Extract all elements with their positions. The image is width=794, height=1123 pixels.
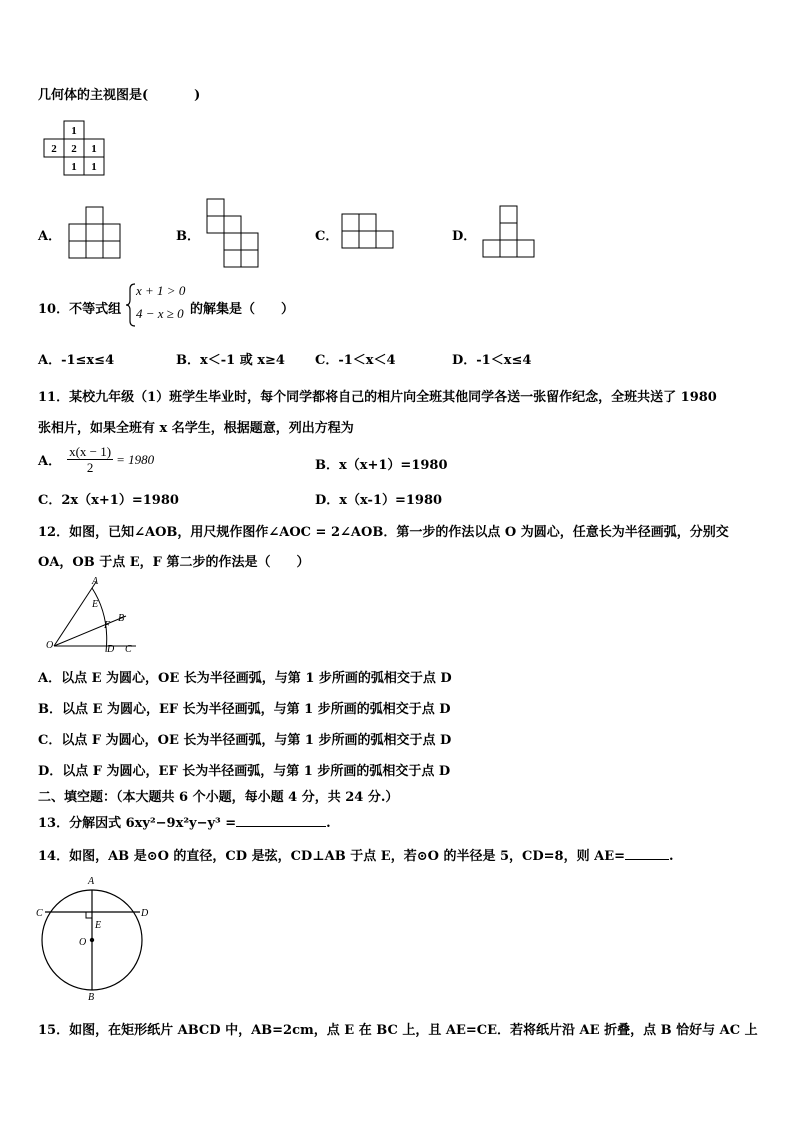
q12-option-c: C．以点 F 为圆心，OE 长为半径画弧，与第 1 步所画的弧相交于点 D	[38, 733, 452, 748]
q9-option-c-figure	[342, 214, 394, 250]
q14: 14．如图，AB 是⊙O 的直径，CD 是弦，CD⊥AB 于点 E，若⊙O 的半径是 5，CD=8，则 AE= .	[38, 849, 674, 864]
q10-number: 10．不等式组	[38, 302, 122, 317]
q10-system-line-1: x + 1 > 0	[136, 283, 186, 298]
q12-line-1: 12．如图，已知∠AOB，用尺规作图作∠AOC = 2∠AOB．第一步的作法以点 O 为圆心，任意长为半径画弧，分别交	[38, 525, 729, 540]
fig-label-o: O	[46, 640, 54, 651]
q9-option-a-figure	[69, 206, 121, 258]
q11-option-d: D．x（x-1）=1980	[315, 493, 443, 508]
fig-label-b: B	[118, 613, 125, 624]
q11-option-a-fraction: $\frac{x(x - 1)}{2}$	[69, 444, 112, 475]
fig14-label-b: B	[88, 992, 95, 1003]
fig14-label-o: O	[79, 937, 87, 948]
q10-question-end: 的解集是（ ）	[190, 302, 295, 317]
q11-option-b: B．x（x+1）=1980	[315, 458, 448, 473]
q9-option-b-label: B．	[176, 229, 200, 244]
q10-option-b: B．x＜-1 或 x≥4	[176, 353, 285, 368]
fig-label-c: C	[125, 644, 132, 655]
q9-option-b-figure	[207, 199, 259, 267]
fig-label-a: A	[92, 576, 99, 587]
fig14-label-e: E	[95, 920, 102, 931]
section-2-heading: 二、填空题：（本大题共 6 个小题，每小题 4 分，共 24 分.）	[38, 790, 399, 805]
q10-option-d: D．-1＜x≤4	[452, 353, 532, 368]
q9-stem: 几何体的主视图是( )	[38, 88, 201, 103]
grid-mid-2: 2	[71, 143, 77, 155]
q11-line-1: 11．某校九年级（1）班学生毕业时，每个同学都将自己的相片向全班其他同学各送一张留作纪念，全班共送了 1980	[38, 390, 717, 405]
q9-number-grid	[44, 121, 108, 177]
grid-mid-3: 1	[91, 143, 97, 155]
fig-label-e: E	[92, 599, 99, 610]
fig14-label-d: D	[141, 908, 149, 919]
fig14-label-c: C	[36, 908, 43, 919]
q11-option-a: A． $\frac{x(x - 1)}{2}$ = 1980	[38, 444, 155, 475]
grid-bot-1: 1	[71, 161, 77, 173]
q14-circle-figure	[30, 872, 160, 1006]
q12-option-a: A．以点 E 为圆心，OE 长为半径画弧，与第 1 步所画的弧相交于点 D	[38, 671, 452, 686]
q14-answer-blank	[625, 859, 669, 860]
q10-system-line-2: 4 − x ≥ 0	[136, 306, 184, 321]
q11-line-2: 张相片，如果全班有 x 名学生，根据题意，列出方程为	[38, 421, 354, 436]
q12-line-2: OA，OB 于点 E，F 第二步的作法是（ ）	[38, 555, 310, 570]
q9-option-d-figure	[483, 206, 535, 258]
q9-option-d-label: D．	[452, 229, 477, 244]
grid-mid-1: 2	[51, 143, 57, 155]
q11-option-c: C．2x（x+1）=1980	[38, 493, 179, 508]
q12-option-b: B．以点 E 为圆心，EF 长为半径画弧，与第 1 步所画的弧相交于点 D	[38, 702, 451, 717]
q13: 13．分解因式 6xy²−9x²y−y³ = .	[38, 816, 331, 831]
grid-top: 1	[71, 125, 77, 137]
q10-option-a: A．-1≤x≤4	[38, 353, 115, 368]
fig-label-f: F	[104, 620, 111, 631]
q9-option-c-label: C．	[315, 229, 339, 244]
fig14-label-a: A	[88, 876, 95, 887]
q10-option-c: C．-1＜x＜4	[315, 353, 396, 368]
q15: 15．如图，在矩形纸片 ABCD 中，AB=2cm，点 E 在 BC 上，且 AE=CE．若将纸片沿 AE 折叠，点 B 恰好与 AC 上	[38, 1023, 758, 1038]
q12-angle-figure	[44, 576, 140, 656]
q9-option-a-label: A．	[38, 229, 62, 244]
grid-bot-2: 1	[91, 161, 97, 173]
q12-option-d: D．以点 F 为圆心，EF 长为半径画弧，与第 1 步所画的弧相交于点 D	[38, 764, 451, 779]
q13-answer-blank	[236, 826, 326, 827]
fig-label-d: D	[107, 644, 115, 655]
